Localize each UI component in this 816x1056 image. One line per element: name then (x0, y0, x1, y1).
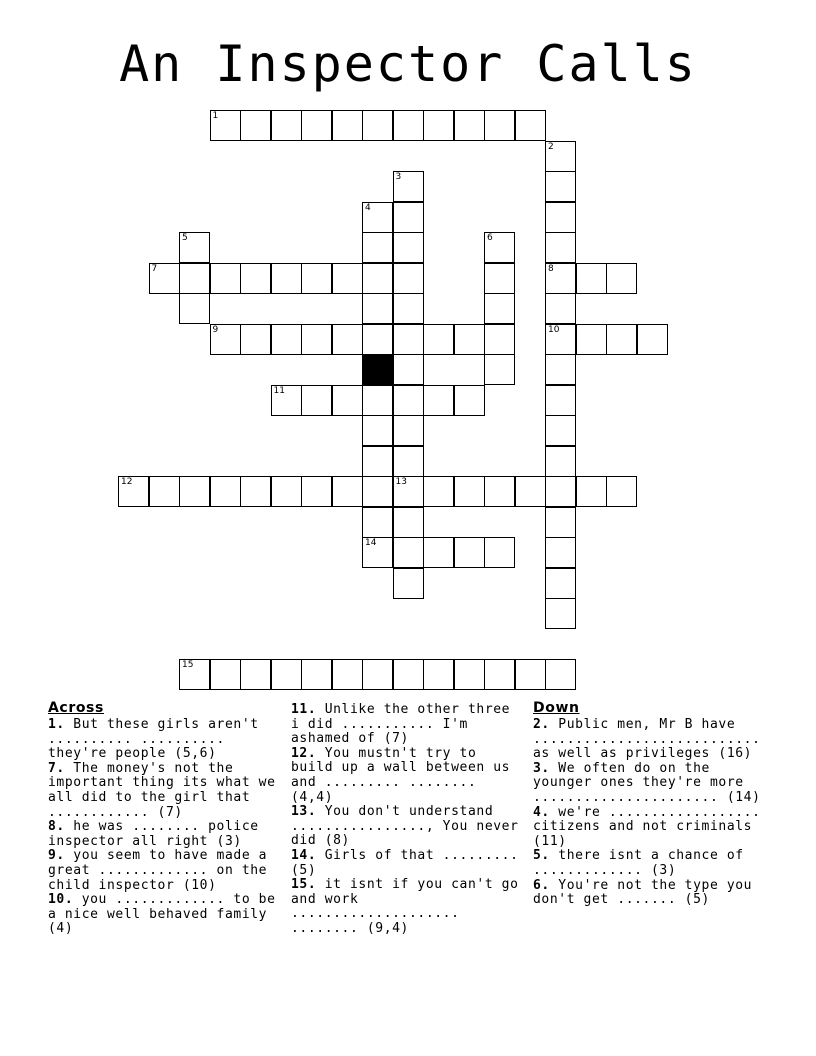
grid-cell[interactable] (423, 324, 454, 355)
down-heading: Down (533, 700, 580, 716)
clue-item (533, 806, 773, 850)
grid-cell[interactable] (332, 476, 363, 507)
clue-item-text: You mustn't try to build up a wall between us and ......... ........ (4,4) (291, 745, 511, 805)
grid-cell[interactable] (301, 324, 332, 355)
across-clues (48, 700, 276, 937)
clue-item-number: 11. (291, 702, 317, 717)
grid-cell[interactable] (240, 263, 271, 294)
clue-item (48, 820, 276, 849)
grid-cell[interactable] (545, 537, 576, 568)
grid-cell[interactable] (332, 385, 363, 416)
clue-item-text: You don't understand ................, You never did (8) (291, 804, 519, 849)
grid-cell[interactable] (454, 324, 485, 355)
grid-cell[interactable] (545, 324, 576, 355)
clue-item-number: 8. (48, 819, 65, 835)
clue-number: 3 (395, 172, 402, 182)
blocked-cell (362, 354, 393, 385)
clue-item-text: The money's not the important thing its what we all did to the girl that ............ (7) (48, 760, 276, 820)
grid-cell[interactable] (271, 110, 302, 141)
clue-item-text: you ............. to be a nice well behaved family (4) (48, 892, 276, 937)
clue-number: 2 (548, 141, 554, 152)
clue-item-number: 4. (533, 804, 550, 820)
grid-cell[interactable] (179, 659, 210, 690)
grid-cell[interactable] (210, 476, 241, 507)
grid-cell[interactable] (545, 446, 576, 477)
grid-cell[interactable] (454, 659, 485, 690)
clue-item-text: You're not the type you don't get ....... (5) (533, 877, 753, 908)
clue-item-text: there isnt a chance of ............. (3) (533, 848, 744, 878)
grid-cell[interactable] (179, 476, 210, 507)
clue-number: 5 (182, 233, 188, 243)
grid-cell[interactable] (301, 263, 332, 294)
grid-cell[interactable] (240, 659, 271, 690)
grid-cell[interactable] (393, 171, 424, 202)
clue-item-number: 13. (291, 804, 317, 820)
clue-number: 15 (182, 660, 194, 670)
clue-item (533, 879, 773, 908)
grid-cell[interactable] (393, 202, 424, 233)
grid-cell[interactable] (515, 659, 546, 690)
clue-item-text: We often do on the younger ones they're more ...................... (14) (533, 760, 761, 805)
grid-cell[interactable] (332, 659, 363, 690)
grid-cell[interactable] (362, 263, 393, 294)
clue-item (291, 849, 523, 878)
grid-cell[interactable] (484, 232, 515, 263)
grid-cell[interactable] (484, 110, 515, 141)
clue-number: 6 (487, 233, 493, 243)
across-clues-continued (291, 703, 523, 937)
grid-cell[interactable] (545, 293, 576, 324)
clue-item (48, 718, 276, 762)
grid-cell[interactable] (423, 385, 454, 416)
clue-item (533, 718, 773, 762)
grid-cell[interactable] (362, 446, 393, 477)
grid-cell[interactable] (301, 659, 332, 690)
clue-item-number: 10. (48, 892, 74, 908)
grid-cell[interactable] (210, 324, 241, 355)
grid-cell[interactable] (179, 232, 210, 263)
grid-cell[interactable] (454, 385, 485, 416)
grid-cell[interactable] (545, 507, 576, 538)
clue-number: 9 (212, 324, 219, 335)
clue-item (291, 805, 523, 849)
clue-item-number: 6. (533, 877, 550, 893)
clue-item-text: we're .................. citizens and not criminals (11) (533, 804, 761, 849)
grid-cell[interactable] (362, 507, 393, 538)
grid-cell[interactable] (545, 202, 576, 233)
grid-cell[interactable] (240, 476, 271, 507)
grid-cell[interactable] (393, 293, 424, 324)
grid-cell[interactable] (484, 659, 515, 690)
grid-cell[interactable] (606, 476, 637, 507)
grid-cell[interactable] (484, 324, 515, 355)
grid-cell[interactable] (484, 476, 515, 507)
clue-item-text: Unlike the other three i did ........... I'm ashamed of (7) (291, 702, 511, 747)
grid-cell[interactable] (393, 263, 424, 294)
grid-cell[interactable] (393, 537, 424, 568)
grid-cell[interactable] (393, 446, 424, 477)
grid-cell[interactable] (210, 110, 241, 141)
clue-item (48, 893, 276, 937)
grid-cell[interactable] (362, 293, 393, 324)
grid-cell[interactable] (362, 202, 393, 233)
clue-item-text: he was ........ police inspector all right (3) (48, 819, 259, 849)
grid-cell[interactable] (301, 476, 332, 507)
grid-cell[interactable] (210, 659, 241, 690)
grid-cell[interactable] (210, 263, 241, 294)
grid-cell[interactable] (271, 659, 302, 690)
grid-cell[interactable] (332, 110, 363, 141)
grid-cell[interactable] (545, 141, 576, 172)
grid-cell[interactable] (393, 507, 424, 538)
grid-cell[interactable] (423, 476, 454, 507)
grid-cell[interactable] (423, 537, 454, 568)
clue-item-text: it isnt if you can't go and work .................... ........ (9,4) (291, 877, 519, 936)
grid-cell[interactable] (454, 110, 485, 141)
grid-cell[interactable] (332, 263, 363, 294)
clue-item-number: 7. (48, 760, 65, 776)
clue-item-number: 14. (291, 847, 317, 863)
grid-cell[interactable] (545, 171, 576, 202)
clue-item (291, 878, 523, 936)
grid-cell[interactable] (301, 385, 332, 416)
grid-cell[interactable] (362, 385, 393, 416)
clue-item-number: 5. (533, 848, 550, 864)
clue-number: 13 (395, 477, 407, 487)
clue-item-text: But these girls aren't .......... .......... they're people (5,6) (48, 717, 259, 762)
clue-item-text: Girls of that ......... (5) (291, 847, 519, 878)
clue-number: 14 (365, 538, 377, 548)
clue-item (48, 849, 276, 893)
grid-cell[interactable] (545, 385, 576, 416)
grid-cell[interactable] (423, 110, 454, 141)
grid-cell[interactable] (606, 324, 637, 355)
grid-cell[interactable] (545, 568, 576, 599)
grid-cell[interactable] (545, 415, 576, 446)
grid-cell[interactable] (240, 324, 271, 355)
grid-cell[interactable] (271, 263, 302, 294)
grid-cell[interactable] (545, 232, 576, 263)
grid-cell[interactable] (362, 537, 393, 568)
grid-cell[interactable] (118, 476, 149, 507)
grid-cell[interactable] (362, 415, 393, 446)
grid-cell[interactable] (149, 263, 180, 294)
grid-cell[interactable] (545, 354, 576, 385)
grid-cell[interactable] (393, 415, 424, 446)
clue-item-number: 2. (533, 717, 550, 732)
grid-cell[interactable] (271, 476, 302, 507)
page-title: An Inspector Calls (119, 35, 697, 93)
grid-cell[interactable] (637, 324, 668, 355)
clue-item (533, 849, 773, 878)
grid-cell[interactable] (393, 354, 424, 385)
grid-cell[interactable] (179, 293, 210, 324)
grid-cell[interactable] (545, 659, 576, 690)
clue-number: 7 (151, 263, 158, 274)
clue-item (291, 703, 523, 747)
clue-item (48, 762, 276, 820)
clue-item (533, 762, 773, 806)
clue-item (291, 747, 523, 805)
grid-cell[interactable] (484, 354, 515, 385)
clue-number: 11 (273, 385, 285, 396)
grid-cell[interactable] (393, 568, 424, 599)
grid-cell[interactable] (484, 537, 515, 568)
clue-item-number: 9. (48, 848, 65, 864)
grid-cell[interactable] (576, 263, 607, 294)
clue-number: 12 (121, 477, 133, 487)
down-clues (533, 700, 773, 908)
grid-cell[interactable] (179, 263, 210, 294)
grid-cell[interactable] (545, 476, 576, 507)
grid-cell[interactable] (149, 476, 180, 507)
grid-cell[interactable] (484, 263, 515, 294)
clue-number: 8 (548, 263, 554, 274)
across-heading: Across (48, 700, 104, 716)
clue-item-text: you seem to have made a great ............. on the child inspector (10) (48, 848, 268, 893)
grid-cell[interactable] (484, 293, 515, 324)
clue-number: 1 (212, 111, 219, 121)
clue-number: 4 (365, 202, 371, 213)
grid-cell[interactable] (393, 385, 424, 416)
grid-cell[interactable] (454, 537, 485, 568)
grid-cell[interactable] (545, 598, 576, 629)
grid-cell[interactable] (362, 659, 393, 690)
clue-item-number: 1. (48, 717, 65, 732)
grid-cell[interactable] (606, 263, 637, 294)
clue-number: 10 (548, 324, 560, 335)
grid-cell[interactable] (362, 476, 393, 507)
grid-cell[interactable] (362, 232, 393, 263)
clue-item-text: Public men, Mr B have ........................... as well as privileges (16) (533, 717, 761, 762)
grid-cell[interactable] (545, 263, 576, 294)
grid-cell[interactable] (240, 110, 271, 141)
grid-cell[interactable] (393, 476, 424, 507)
grid-cell[interactable] (362, 324, 393, 355)
grid-cell[interactable] (454, 476, 485, 507)
grid-cell[interactable] (576, 476, 607, 507)
grid-cell[interactable] (515, 110, 546, 141)
grid-cell[interactable] (576, 324, 607, 355)
grid-cell[interactable] (301, 110, 332, 141)
grid-cell[interactable] (271, 324, 302, 355)
grid-cell[interactable] (393, 659, 424, 690)
clue-item-number: 15. (291, 877, 317, 893)
grid-cell[interactable] (393, 110, 424, 141)
grid-cell[interactable] (332, 324, 363, 355)
grid-cell[interactable] (393, 232, 424, 263)
grid-cell[interactable] (515, 476, 546, 507)
grid-cell[interactable] (271, 385, 302, 416)
grid-cell[interactable] (423, 659, 454, 690)
grid-cell[interactable] (393, 324, 424, 355)
clue-item-number: 3. (533, 760, 550, 776)
grid-cell[interactable] (362, 110, 393, 141)
clue-item-number: 12. (291, 745, 317, 761)
